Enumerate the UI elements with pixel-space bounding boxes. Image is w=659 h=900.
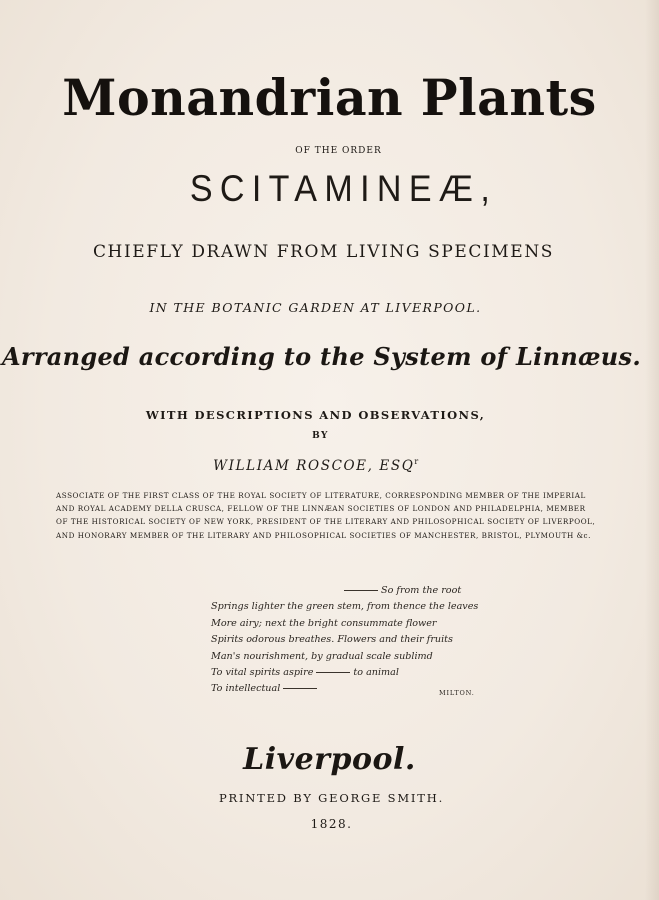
arrangement-line: Arranged according to the System of Linnæus. bbox=[2, 342, 641, 371]
descriptions-line: WITH DESCRIPTIONS AND OBSERVATIONS, bbox=[145, 408, 486, 422]
epigraph-text: To vital spirits aspire bbox=[211, 667, 314, 679]
book-title: Monandrian Plants bbox=[62, 68, 597, 127]
epigraph-text: To intellectual bbox=[211, 683, 281, 695]
epigraph bbox=[211, 583, 491, 698]
epigraph-dash bbox=[344, 590, 378, 591]
author-name-text: WILLIAM ROSCOE, ESQ bbox=[213, 458, 415, 474]
author-name bbox=[0, 457, 646, 474]
epigraph-text: So from the root bbox=[381, 585, 462, 596]
epigraph-line-5: Man's nourishment, by gradual scale sublimd bbox=[211, 650, 433, 662]
epigraph-dash bbox=[283, 688, 317, 689]
epigraph-line-3: More airy; next the bright consummate flower bbox=[211, 617, 437, 629]
subtitle: CHIEFLY DRAWN FROM LIVING SPECIMENS bbox=[92, 242, 555, 262]
order-name: SCITAMINEÆ, bbox=[189, 168, 498, 209]
epigraph-line-6 bbox=[211, 665, 491, 681]
affiliation-line: OF THE HISTORICAL SOCIETY OF NEW YORK, PRESIDENT OF THE LITERARY AND PHILOSOPHICAL SOCIETY OF LIVERPOOL, bbox=[56, 517, 596, 527]
affiliation-line: AND HONORARY MEMBER OF THE LITERARY AND PHILOSOPHICAL SOCIETIES OF MANCHESTER, BRISTOL, PLYMOUTH &c. bbox=[56, 530, 591, 540]
epigraph-line-2: Springs lighter the green stem, from thence the leaves bbox=[211, 601, 479, 613]
epigraph-attribution: MILTON. bbox=[439, 689, 475, 698]
epigraph-line-7 bbox=[211, 681, 491, 697]
epigraph-dash bbox=[316, 672, 350, 673]
affiliation-line: ASSOCIATE OF THE FIRST CLASS OF THE ROYAL SOCIETY OF LITERATURE, CORRESPONDING MEMBER OF THE IMPERIAL bbox=[56, 491, 586, 500]
author-affiliations bbox=[56, 489, 616, 542]
printer-line: PRINTED BY GEORGE SMITH. bbox=[218, 791, 445, 805]
location-line: IN THE BOTANIC GARDEN AT LIVERPOOL. bbox=[149, 300, 482, 315]
publication-year: 1828. bbox=[310, 817, 353, 831]
author-suffix: r bbox=[414, 457, 420, 466]
epigraph-line-4: Spirits odorous breathes. Flowers and their fruits bbox=[211, 634, 453, 646]
affiliation-line: AND ROYAL ACADEMY DELLA CRUSCA, FELLOW OF THE LINNÆAN SOCIETIES OF LONDON AND PHILADELPHIA, MEMBER bbox=[56, 504, 586, 514]
of-the-order-text: OF THE ORDER bbox=[295, 146, 382, 156]
imprint-city: Liverpool. bbox=[243, 742, 416, 777]
epigraph-text: to animal bbox=[353, 667, 399, 679]
epigraph-line-1 bbox=[211, 583, 491, 599]
by-line: BY bbox=[312, 431, 329, 441]
